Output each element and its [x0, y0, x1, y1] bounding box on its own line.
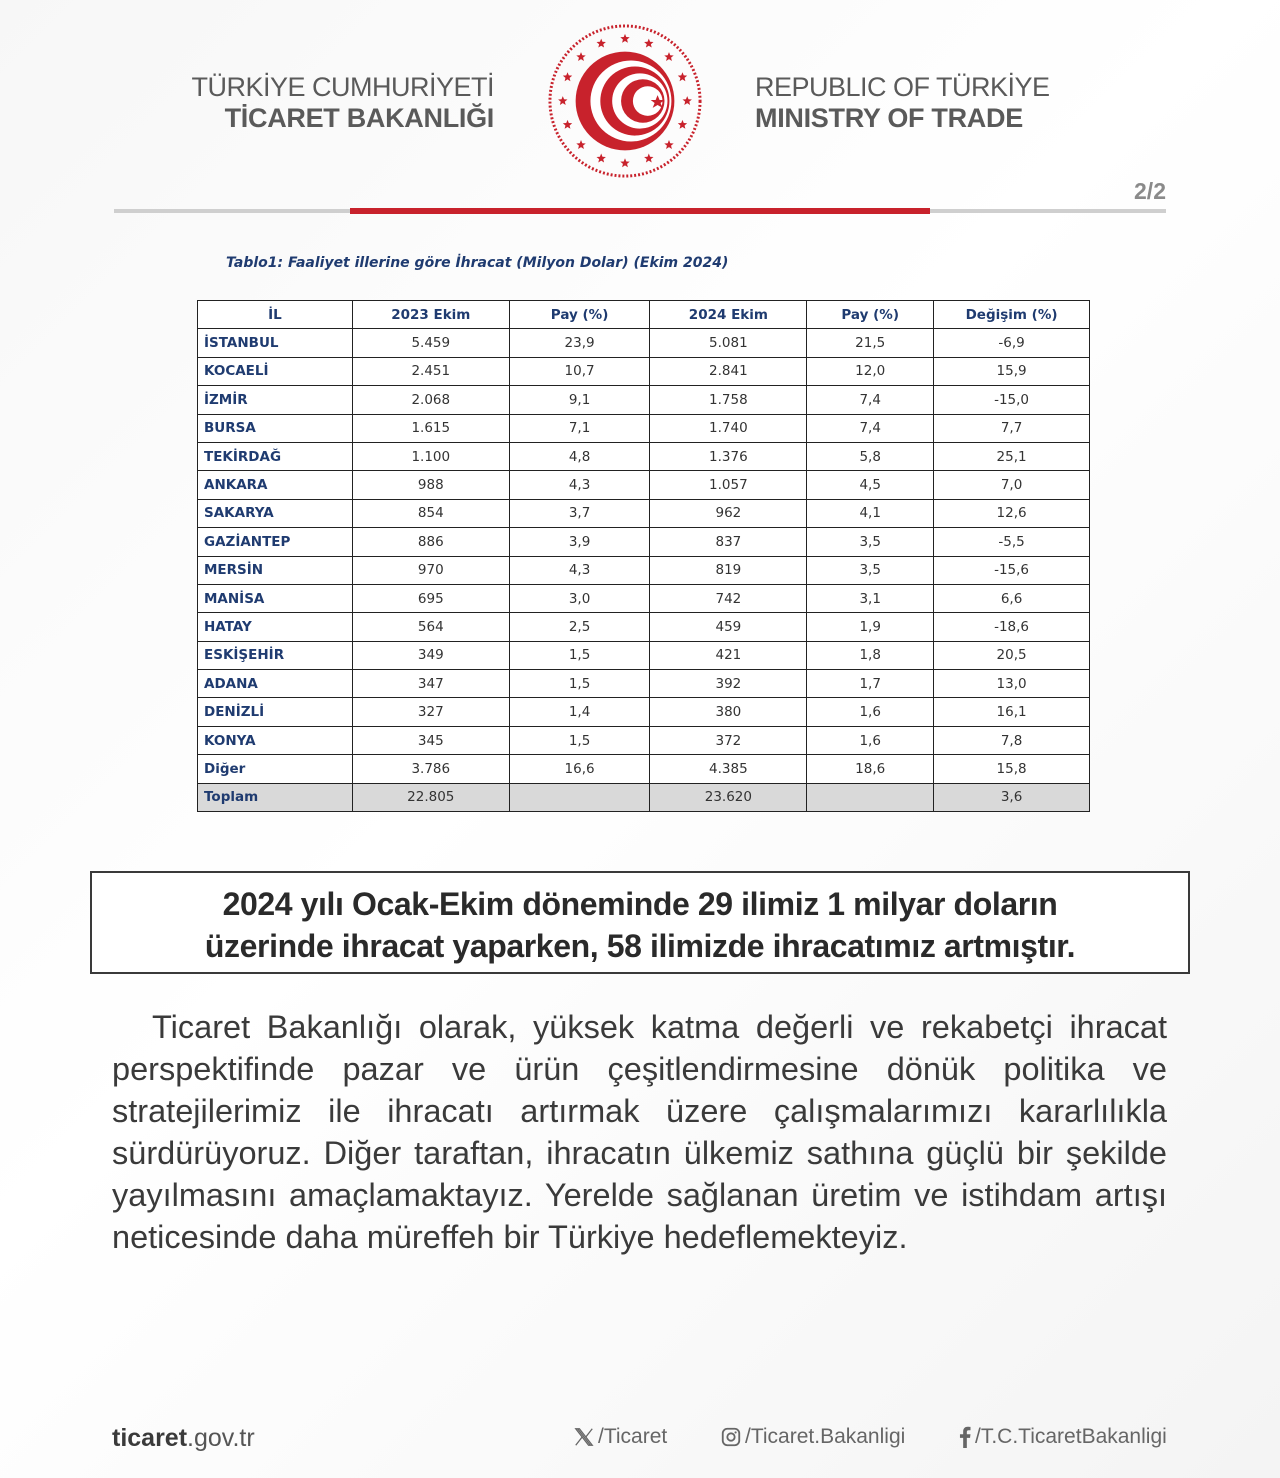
- value-cell: 819: [650, 556, 807, 584]
- value-cell: 2.841: [650, 357, 807, 385]
- value-cell: 345: [352, 726, 509, 754]
- value-cell: 392: [650, 670, 807, 698]
- website-link[interactable]: [112, 1424, 255, 1453]
- value-cell: 1,4: [509, 698, 650, 726]
- value-cell: 4,3: [509, 556, 650, 584]
- value-cell: 6,6: [934, 584, 1090, 612]
- value-cell: 3,5: [807, 528, 934, 556]
- value-cell: 3,7: [509, 499, 650, 527]
- value-cell: 20,5: [934, 641, 1090, 669]
- page-footer: [0, 1420, 1280, 1460]
- value-cell: 4,1: [807, 499, 934, 527]
- value-cell: 459: [650, 613, 807, 641]
- province-cell: Toplam: [198, 783, 353, 811]
- emblem-star-icon: [644, 154, 653, 163]
- province-cell: İSTANBUL: [198, 329, 353, 357]
- value-cell: 3,5: [807, 556, 934, 584]
- header-left-line2: TİCARET BAKANLIĞI: [224, 103, 494, 133]
- value-cell: 1.100: [352, 442, 509, 470]
- emblem-star-icon: [576, 140, 585, 149]
- emblem-star-icon: [620, 34, 629, 43]
- value-cell: 7,1: [509, 414, 650, 442]
- province-cell: SAKARYA: [198, 499, 353, 527]
- value-cell: 564: [352, 613, 509, 641]
- header-english-title: [755, 72, 1050, 134]
- province-cell: DENİZLİ: [198, 698, 353, 726]
- value-cell: 1,5: [509, 641, 650, 669]
- table-row: [198, 357, 1090, 385]
- social-x-link[interactable]: [573, 1425, 667, 1449]
- table-row: [198, 755, 1090, 783]
- headline-line1: 2024 yılı Ocak-Ekim döneminde 29 ilimiz 1 milyar doların: [222, 886, 1058, 922]
- social-instagram-link[interactable]: [720, 1425, 905, 1449]
- table-title: Tablo1: Faaliyet illerine göre İhracat (Milyon Dolar) (Ekim 2024): [226, 255, 729, 271]
- value-cell: 3,0: [509, 584, 650, 612]
- value-cell: 3,9: [509, 528, 650, 556]
- value-cell: 7,4: [807, 414, 934, 442]
- value-cell: 15,8: [934, 755, 1090, 783]
- value-cell: 25,1: [934, 442, 1090, 470]
- value-cell: -15,6: [934, 556, 1090, 584]
- value-cell: -18,6: [934, 613, 1090, 641]
- value-cell: 347: [352, 670, 509, 698]
- column-header: Pay (%): [509, 301, 650, 329]
- emblem-star-icon: [678, 72, 687, 81]
- value-cell: 15,9: [934, 357, 1090, 385]
- province-cell: Diğer: [198, 755, 353, 783]
- headline-box: [90, 871, 1190, 974]
- headline-line2: üzerinde ihracat yaparken, 58 ilimizde ihracatımız artmıştır.: [204, 928, 1076, 964]
- header-left-line1: TÜRKİYE CUMHURİYETİ: [191, 72, 494, 102]
- value-cell: 421: [650, 641, 807, 669]
- table-row: [198, 556, 1090, 584]
- facebook-icon: [958, 1426, 972, 1448]
- table-row: [198, 386, 1090, 414]
- value-cell: 7,0: [934, 471, 1090, 499]
- table-header-row: [198, 301, 1090, 329]
- table-body: [198, 329, 1090, 812]
- header-right-line1: REPUBLIC OF TÜRKİYE: [755, 72, 1050, 102]
- emblem-star-icon: [597, 39, 606, 48]
- header-turkish-title: [191, 72, 494, 134]
- emblem-star-icon: [563, 72, 572, 81]
- value-cell: -6,9: [934, 329, 1090, 357]
- value-cell: 1,6: [807, 726, 934, 754]
- page-header: [0, 0, 1280, 215]
- table-row: [198, 442, 1090, 470]
- value-cell: 372: [650, 726, 807, 754]
- value-cell: 4,5: [807, 471, 934, 499]
- value-cell: [807, 783, 934, 811]
- value-cell: 5,8: [807, 442, 934, 470]
- table-row: [198, 613, 1090, 641]
- value-cell: 9,1: [509, 386, 650, 414]
- emblem-star-icon: [620, 158, 629, 167]
- value-cell: 23,9: [509, 329, 650, 357]
- emblem-star-icon: [576, 52, 585, 61]
- x-logo-icon: [573, 1426, 595, 1448]
- value-cell: [509, 783, 650, 811]
- column-header: Değişim (%): [934, 301, 1090, 329]
- value-cell: 4.385: [650, 755, 807, 783]
- value-cell: 13,0: [934, 670, 1090, 698]
- value-cell: 3,6: [934, 783, 1090, 811]
- column-header: 2023 Ekim: [352, 301, 509, 329]
- value-cell: 18,6: [807, 755, 934, 783]
- province-cell: GAZİANTEP: [198, 528, 353, 556]
- emblem-star-icon: [678, 120, 687, 129]
- province-cell: KONYA: [198, 726, 353, 754]
- value-cell: 380: [650, 698, 807, 726]
- value-cell: -15,0: [934, 386, 1090, 414]
- province-cell: ESKİŞEHİR: [198, 641, 353, 669]
- value-cell: 327: [352, 698, 509, 726]
- province-cell: MANİSA: [198, 584, 353, 612]
- value-cell: 1,9: [807, 613, 934, 641]
- body-paragraph: Ticaret Bakanlığı olarak, yüksek katma değerli ve rekabetçi ihracat perspektifinde pazar ve ürün çeşitlendirmesine dönük politika ve stratejilerimiz ile ihracatı artırmak üzere çalışmalarımızı kararlılıkla sürdürüyoruz. Diğer taraftan, ihracatın ülkemiz sathına güçlü bir şekilde yayılmasını amaçlamaktayız. Yerelde sağlanan üretim ve istihdam artışı neticesinde daha müreffeh bir Türkiye hedeflemekteyiz.: [112, 1009, 1167, 1255]
- value-cell: 23.620: [650, 783, 807, 811]
- value-cell: 1,6: [807, 698, 934, 726]
- emblem-star-icon: [558, 96, 567, 105]
- social-instagram-label: /Ticaret.Bakanligi: [745, 1425, 906, 1448]
- table-row: [198, 641, 1090, 669]
- value-cell: 1,5: [509, 670, 650, 698]
- emblem-star-icon: [597, 154, 606, 163]
- column-header: İL: [198, 301, 353, 329]
- website-bold: ticaret: [112, 1424, 188, 1452]
- header-right-line2: MINISTRY OF TRADE: [755, 103, 1023, 133]
- social-x-label: /Ticaret: [598, 1425, 668, 1448]
- value-cell: 3.786: [352, 755, 509, 783]
- column-header: 2024 Ekim: [650, 301, 807, 329]
- table-row: [198, 499, 1090, 527]
- value-cell: 1.758: [650, 386, 807, 414]
- province-cell: KOCAELİ: [198, 357, 353, 385]
- value-cell: 1.740: [650, 414, 807, 442]
- page-indicator: 2/2: [1134, 178, 1166, 204]
- table-row: [198, 528, 1090, 556]
- value-cell: 12,0: [807, 357, 934, 385]
- value-cell: 854: [352, 499, 509, 527]
- province-cell: HATAY: [198, 613, 353, 641]
- value-cell: 1,7: [807, 670, 934, 698]
- value-cell: 988: [352, 471, 509, 499]
- table-row: [198, 471, 1090, 499]
- value-cell: 2,5: [509, 613, 650, 641]
- value-cell: 1,8: [807, 641, 934, 669]
- table-row: [198, 698, 1090, 726]
- value-cell: 7,4: [807, 386, 934, 414]
- value-cell: 7,7: [934, 414, 1090, 442]
- header-accent-divider: [350, 208, 930, 214]
- value-cell: 16,1: [934, 698, 1090, 726]
- table-total-row: [198, 783, 1090, 811]
- province-cell: MERSİN: [198, 556, 353, 584]
- export-table: [197, 300, 1090, 812]
- value-cell: 1,5: [509, 726, 650, 754]
- value-cell: 10,7: [509, 357, 650, 385]
- social-facebook-link[interactable]: [958, 1425, 1167, 1449]
- value-cell: 886: [352, 528, 509, 556]
- value-cell: 695: [352, 584, 509, 612]
- value-cell: 2.451: [352, 357, 509, 385]
- table-row: [198, 670, 1090, 698]
- value-cell: 4,3: [509, 471, 650, 499]
- value-cell: 1.376: [650, 442, 807, 470]
- emblem-star-icon: [644, 39, 653, 48]
- table-row: [198, 584, 1090, 612]
- value-cell: 4,8: [509, 442, 650, 470]
- value-cell: 21,5: [807, 329, 934, 357]
- value-cell: 12,6: [934, 499, 1090, 527]
- value-cell: 5.081: [650, 329, 807, 357]
- value-cell: 16,6: [509, 755, 650, 783]
- emblem-star-icon: [664, 52, 673, 61]
- province-cell: ADANA: [198, 670, 353, 698]
- ministry-emblem-icon: [546, 22, 704, 180]
- instagram-icon: [720, 1426, 742, 1448]
- province-cell: ANKARA: [198, 471, 353, 499]
- value-cell: 2.068: [352, 386, 509, 414]
- value-cell: 349: [352, 641, 509, 669]
- emblem-star-icon: [664, 140, 673, 149]
- province-cell: İZMİR: [198, 386, 353, 414]
- province-cell: BURSA: [198, 414, 353, 442]
- social-facebook-label: /T.C.TicaretBakanligi: [975, 1425, 1167, 1448]
- value-cell: 22.805: [352, 783, 509, 811]
- value-cell: 742: [650, 584, 807, 612]
- table-row: [198, 414, 1090, 442]
- province-cell: TEKİRDAĞ: [198, 442, 353, 470]
- column-header: Pay (%): [807, 301, 934, 329]
- value-cell: 3,1: [807, 584, 934, 612]
- value-cell: -5,5: [934, 528, 1090, 556]
- value-cell: 970: [352, 556, 509, 584]
- value-cell: 5.459: [352, 329, 509, 357]
- value-cell: 1.057: [650, 471, 807, 499]
- value-cell: 7,8: [934, 726, 1090, 754]
- value-cell: 1.615: [352, 414, 509, 442]
- table-row: [198, 329, 1090, 357]
- emblem-star-icon: [683, 96, 692, 105]
- value-cell: 962: [650, 499, 807, 527]
- emblem-star-icon: [563, 120, 572, 129]
- value-cell: 837: [650, 528, 807, 556]
- table-row: [198, 726, 1090, 754]
- website-rest: .gov.tr: [187, 1424, 255, 1452]
